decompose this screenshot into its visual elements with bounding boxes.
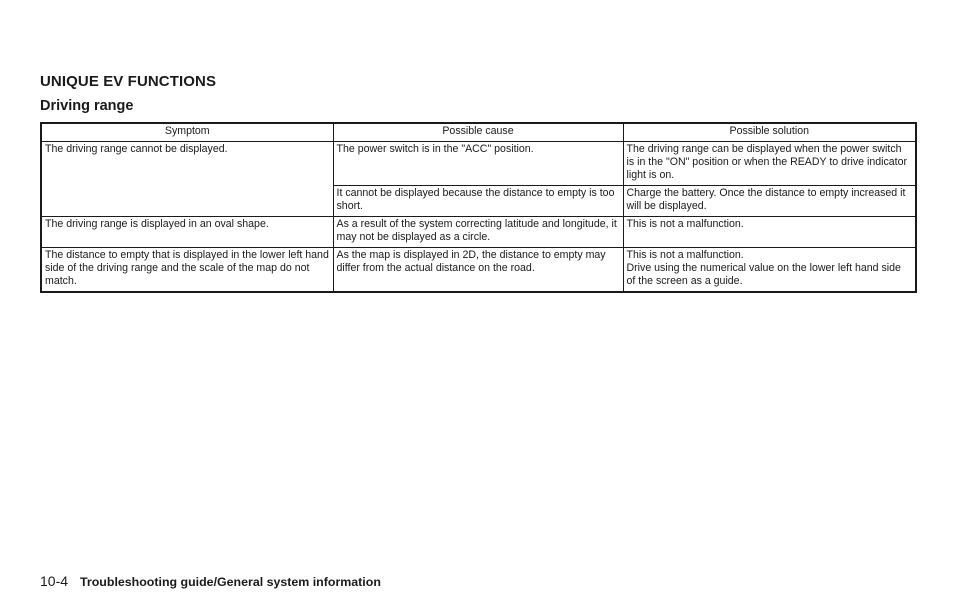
table-row bbox=[41, 248, 916, 292]
troubleshooting-table bbox=[40, 122, 917, 293]
header-possible-cause: Possible cause bbox=[333, 123, 623, 142]
chapter-label: Troubleshooting guide/General system information bbox=[80, 575, 381, 589]
section-title: UNIQUE EV FUNCTIONS bbox=[40, 73, 217, 90]
solution-line: Drive using the numerical value on the lower left hand side of the screen as a guide. bbox=[626, 262, 901, 288]
subsection-title: Driving range bbox=[40, 98, 134, 114]
table-row bbox=[41, 142, 916, 186]
symptom-cell: The driving range is displayed in an oval shape. bbox=[41, 217, 333, 248]
header-possible-solution: Possible solution bbox=[623, 123, 916, 142]
page-number: 10-4 bbox=[40, 573, 69, 589]
solution-line: This is not a malfunction. bbox=[626, 249, 744, 261]
solution-cell: Charge the battery. Once the distance to empty increased it will be displayed. bbox=[623, 186, 916, 217]
cause-cell: The power switch is in the "ACC" position. bbox=[333, 142, 623, 186]
cause-cell: As a result of the system correcting latitude and longitude, it may not be displayed as a circle. bbox=[333, 217, 623, 248]
page-footer bbox=[40, 573, 381, 589]
symptom-cell: The driving range cannot be displayed. bbox=[41, 142, 333, 217]
solution-cell: This is not a malfunction. bbox=[623, 217, 916, 248]
table-row bbox=[41, 217, 916, 248]
cause-cell: As the map is displayed in 2D, the distance to empty may differ from the actual distance on the road. bbox=[333, 248, 623, 292]
table-header-row bbox=[41, 123, 916, 142]
symptom-cell: The distance to empty that is displayed in the lower left hand side of the driving range and the scale of the map do not match. bbox=[41, 248, 333, 292]
solution-cell bbox=[623, 248, 916, 292]
solution-cell: The driving range can be displayed when the power switch is in the "ON" position or when the READY to drive indicator light is on. bbox=[623, 142, 916, 186]
header-symptom: Symptom bbox=[41, 123, 333, 142]
cause-cell: It cannot be displayed because the distance to empty is too short. bbox=[333, 186, 623, 217]
